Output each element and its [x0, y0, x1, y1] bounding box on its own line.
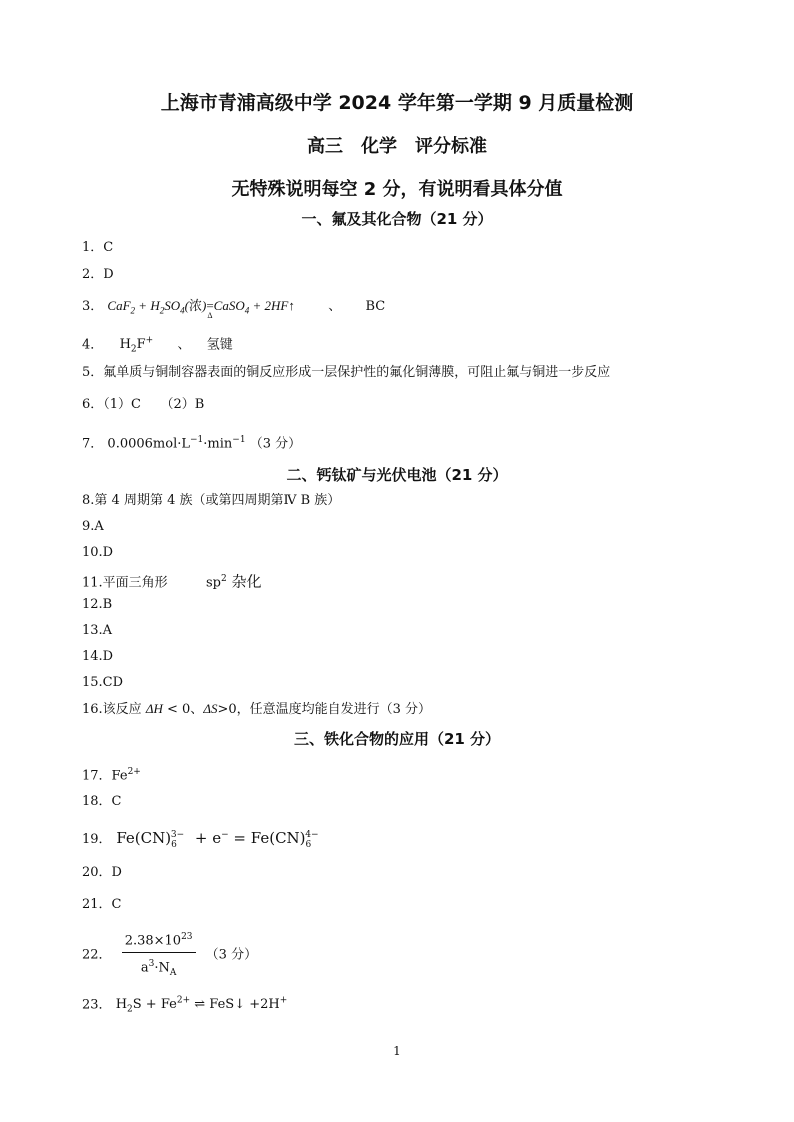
answer-18: 18．C [82, 794, 122, 809]
answer-7-value: 0.0006mol·L [107, 436, 190, 452]
answer-23 [82, 992, 287, 1019]
answer-11-hybrid-sup: 2 [220, 574, 227, 584]
answer-4-bond: 氢键 [206, 337, 233, 353]
answer-5: 5．氟单质与铜制容器表面的铜反应形成一层保护性的氟化铜薄膜，可阻止氟与铜进一步反应 [82, 365, 611, 380]
answer-16-prefix: 16.该反应 [82, 702, 142, 717]
answer-3-choice: BC [365, 299, 386, 314]
answer-11-shape: 11.平面三角形 [82, 575, 168, 591]
answer-9: 9.A [82, 519, 104, 534]
page-number: 1 [393, 1044, 401, 1058]
answer-19-number: 19． [82, 832, 112, 847]
answer-13: 13.A [82, 623, 113, 638]
answer-16-entropy: ΔS [203, 701, 218, 716]
answer-3-conc: 浓 [188, 298, 202, 313]
document-title: 上海市青浦高级中学 2024 学年第一学期 9 月质量检测 [160, 92, 634, 114]
answer-1: 1．C [82, 240, 114, 255]
answer-17-number: 17． [82, 768, 112, 784]
section-title-iron: 三、铁化合物的应用（21 分） [293, 730, 501, 748]
answer-11-hybrid-word: 杂化 [226, 572, 262, 591]
answer-23-number: 23． [82, 997, 112, 1013]
answer-11-hybrid: sp [205, 575, 221, 591]
answer-19-equation: $Fe(CN)_6^{3-} + e^- = Fe(CN)_6^{4-}$ [116, 829, 319, 850]
answer-3-equation: $CaF_2 + H_2SO_4$(浓)= Δ CaSO$_4$ + 2HF↑ [107, 298, 299, 320]
answer-8: 8.第 4 周期第 4 族（或第四周期第Ⅳ B 族） [82, 493, 341, 508]
answer-17-charge: 2+ [127, 767, 141, 777]
answer-20: 20．D [82, 865, 122, 880]
answer-3-number: 3． [82, 299, 104, 314]
answer-22-numerator: $2.38\times 10^{23}$ [122, 928, 196, 953]
answer-7-exp-1: −1 [190, 435, 204, 445]
answer-15: 15.CD [82, 675, 124, 690]
answer-22-denominator: $a^3\cdot N_A$ [140, 959, 177, 979]
answer-2: 2．D [82, 267, 114, 282]
answer-16-enthalpy: ΔH [145, 701, 163, 716]
answer-16-sep: 、 [190, 702, 204, 717]
answer-22-fraction [122, 928, 196, 982]
answer-16-suffix: ，任意温度均能自发进行（3 分） [236, 702, 432, 717]
answer-4-separator: 、 [177, 337, 191, 353]
answer-3-separator: 、 [328, 299, 342, 314]
answer-7-unit: ·min [203, 436, 233, 452]
answer-21: 21．C [82, 897, 122, 912]
answer-7-exp-2: −1 [232, 435, 246, 445]
answer-6: 6．（1）C （2）B [82, 397, 205, 412]
answer-4-ion: $H_2F^+$ [119, 336, 154, 355]
answer-23-equation: $H_2S + Fe^{2+}$ ⇌ FeS↓ +2H+ [115, 996, 288, 1015]
answer-10: 10.D [82, 545, 114, 560]
answer-22 [82, 928, 257, 982]
section-title-fluorine: 一、氟及其化合物（21 分） [301, 210, 493, 228]
answer-11 [82, 570, 261, 592]
answer-19 [82, 826, 325, 854]
section-title-perovskite: 二、钙钛矿与光伏电池（21 分） [286, 466, 508, 484]
answer-4 [82, 332, 233, 359]
answer-22-score: （3 分） [205, 947, 258, 963]
answer-14: 14.D [82, 649, 114, 664]
answer-4-number: 4． [82, 337, 104, 353]
answer-16: 16.该反应 ΔH < 0、ΔS>0，任意温度均能自发进行（3 分） [82, 701, 432, 717]
answer-17: 17．$Fe^{2+}$ [82, 767, 141, 784]
scoring-note: 无特殊说明每空 2 分，有说明看具体分值 [231, 179, 563, 200]
answer-7-score: （3 分） [249, 436, 302, 452]
answer-22-number: 22． [82, 947, 112, 963]
answer-7-number: 7． [82, 436, 104, 452]
document-subtitle: 高三 化学 评分标准 [307, 136, 487, 157]
answer-12: 12.B [82, 597, 113, 612]
answer-3 [82, 297, 385, 320]
answer-7 [82, 431, 301, 453]
